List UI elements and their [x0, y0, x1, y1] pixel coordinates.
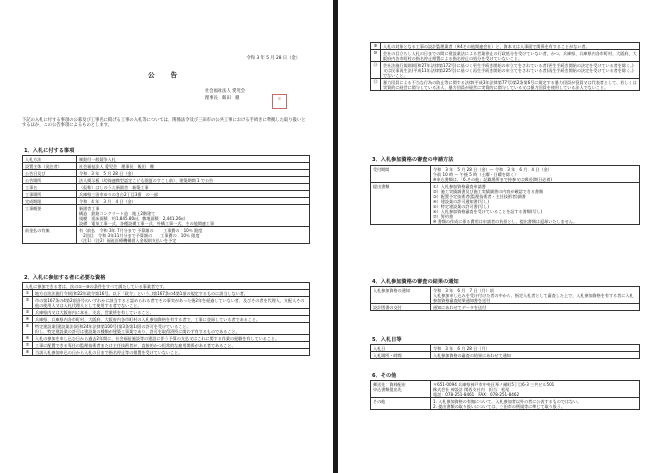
row-label: 工事概要 [23, 205, 77, 227]
row-value: ①）入札参加資格審査申請書 ②）施工実績調書及び施工実績調書の内容が確認できる書類 ③）配置予定技術者(監理技術者・主任技術者)調書 ④）建設業の許可通知書(写し) ⑤）特定建設業の許可書(写し) ⑥）入札参加資格審査を受けていることを証する書類(写し) ⑦）誓約書 ※ 書類の作成に係る費用は申請者の負担とし、提出書類は返却いたしません。 [431, 183, 640, 225]
item-text: 入札の参加を申し込む日から過去2年間に、社会福祉施設等の建設に伴う予算の支払又はこれに関する作業の経験を有していること。 [35, 335, 280, 341]
table-row [371, 352, 640, 359]
row-value: 令和 3 年 6 月 7 日（月）頃 入札参加申し込みを受け付けた者の中から、指定入札者として審査した上で、入札参加資格を有する者に入札参加資格審査結果通知書を送付 [431, 287, 640, 304]
item-text: 暴力団員による不当な行為の防止等に関する法律(平成3年法律第77号)第2条第6号に規定する暴力団員が役員又は代表者として、若しくは実質的に経営に関与している法人、暴力団員が経営に実質的に関与している又は暴力団員を使用している法人でないこと。 [383, 79, 637, 90]
row-value: （仮称）はしのうえ新園舎 新築工事 [77, 184, 310, 191]
row-value: 有（前払 令和 3年 7月分まで 予算額の 工事費の 10％ 限度 2回目 令和 3年11月分まで予算額の 工事費の 10％ 限度 （注1）（注2）福祉医療機構借入金規則支払いを予定 [77, 227, 310, 244]
organization-name: 社会福祉法人 愛児会 [205, 89, 246, 94]
item-number: ⑪ [371, 62, 381, 78]
item-number: ⑨ [371, 43, 381, 49]
list-item [23, 297, 309, 309]
section-3-heading: 3．入札参加資格の審査の申請方法 [372, 157, 454, 163]
list-item [23, 335, 309, 342]
section-5-table [370, 344, 640, 359]
row-value: 社会福祉法人 愛児会 理事長 飯田 徹 [77, 163, 310, 170]
item-text: 会社法施行規則(昭和27年法律第172号)に基づく更生手続き開始の申立てをされている者(更生手続き開始の決定を受けている者を除く。)又は民事再生法(平成11年法律第225号)に基づく再生手続き開始の申立てをされている者(再生手続き開始の決定を受けている者を除く。)でないこと。 [383, 62, 634, 78]
row-label: 公告日及び [23, 170, 77, 177]
row-label: 設置主体（発注者） [23, 163, 77, 170]
row-value: 法人掲示板（幼保連携型認定こども園夏のすこし前）、建築期間 1 で公告 [77, 177, 310, 184]
intro-paragraph: 下記の入札に付する事項の公募及び工事名に掲げる工事の入札等については、関係法令及び三田市の公共工事における手続きに準拠した取り扱いとするほか、この公告事項によるものとします。 [22, 118, 306, 129]
item-text: 特定建設業(建設業法(昭和24年法律第100号)第3条第1項)の許可を受けていること。 但し、特定建設業の許可は建設業の種類が建築工事業であり、許可を取得済所に関わず有するものであること。 [35, 323, 240, 334]
item-text: 兵庫県内又は大阪府内に本社、支店、営業所を有していること。 [35, 309, 154, 315]
section-5-heading: 5．入札日等 [372, 337, 402, 343]
notice-title: 公 告 [148, 71, 178, 79]
list-item [371, 50, 639, 62]
row-value: 入札参加資格の審査の結果にあわせて通知 [431, 352, 640, 359]
item-text: 工事に配置できる専任の監理技術者または主任技術者が、直接的かつ恒常的な雇用関係がある者であること。 [35, 342, 236, 348]
section-4-heading: 4．入札参加資格の審査の結果の通知 [372, 279, 459, 285]
item-text: 兵庫県、兵庫県内各市町村、大阪府、大阪府内各市町村の入札参加資格を有する者で、工事に登録している者であること。 [35, 316, 261, 322]
list-item [23, 316, 309, 323]
row-label: その他 [371, 398, 431, 410]
row-value: 令和 3 年 6 月 28 日（月） [431, 345, 640, 352]
table-row [23, 191, 310, 198]
section-3-table [370, 165, 640, 225]
row-label: 前金払の有無 [23, 227, 77, 244]
row-value: 通知にあわせてデータを送付 [431, 304, 640, 311]
qualification-continued-list [370, 42, 640, 91]
row-label: 工事場所 [23, 191, 77, 198]
table-row [23, 177, 310, 184]
item-number: ⑩ [371, 50, 381, 61]
representative-name: 理事長 飯田 徹 [205, 96, 240, 101]
section-4-table [370, 286, 640, 311]
item-number: ⑫ [371, 79, 381, 90]
section-6-heading: 6．その他 [372, 373, 397, 379]
item-text: 当該入札参加申込の日から入札の日まで指名停止等の措置を受けていないこと。 [35, 349, 183, 355]
item-number: ① [23, 290, 33, 296]
list-item [23, 349, 309, 355]
table-row [23, 163, 310, 170]
list-item [371, 62, 639, 79]
item-number: ⑤ [23, 323, 33, 334]
row-value: 令和 3 年 5 月 28 日（金） [77, 170, 310, 177]
row-label: 受付期間 [371, 166, 431, 183]
row-value: 制限付一般競争入札 [77, 156, 310, 163]
item-text: 市の第167条の4第2項各号のいずれかに該当すると認められる者でその事実があった後2年を経過していない者、及びその者を代理人、支配人その他の使用人又は入札代理人として使用する者でないこと。 [35, 297, 305, 308]
row-value: 1. 入札参加資格の有無について、入札参加者以外の者に公表するものではない。 2. 提出書類の取り扱いについては、三田市の例規等に準じて取り扱う。 [431, 398, 640, 410]
row-value: 令和 3 年 5 月 28 日（金）～ 令和 3 年 6 月 4 日（金） 午前 10 時 ～ 午後 5 時（土曜・日曜を除く） ※申込書類は、「6.その他」記載場所まで持参又は郵送(期日必着) [431, 166, 640, 183]
row-label: 入札方法 [23, 156, 77, 163]
section-1-table [22, 155, 310, 244]
row-label: 公告場所 [23, 177, 77, 184]
row-value: 〒651-0094 兵庫県神戸市中央区琴ノ緒町5丁目6-3 三共ビル501 株式会社 神設計 関西支社内 担当：松尾 電話：078-251-8461 FAX：078-251-8462 [431, 381, 640, 398]
table-row [371, 345, 640, 352]
table-row [23, 156, 310, 163]
notice-date: 令和 3 年 5 月 28 日（金） [246, 56, 300, 61]
list-item [23, 342, 309, 349]
row-label: 提出書類 [371, 183, 431, 225]
item-number: ⑥ [23, 335, 33, 341]
table-row [23, 205, 310, 227]
section-6-table [370, 380, 640, 410]
item-number: ③ [23, 309, 33, 315]
table-row [23, 227, 310, 244]
item-text: 会社の目立ちし入札の日までの間に建設業法による営業停止の行政処分を受けていない者、かつ、兵庫県、兵庫県内各市町村、大阪府、大阪府内各市町村の指名停止措置による指名停止の処分を受けていないこと。 [383, 50, 637, 61]
table-row [371, 304, 640, 311]
row-label: 郵送先：資料配布 申込書類提出先 [371, 381, 431, 398]
left-page [0, 0, 330, 473]
item-number: ⑦ [23, 342, 33, 348]
item-text: 入札の対象となる工事の設計監理業者（※4その他関連会社）と、資本又は人事面で関係を有することがない者。 [383, 43, 590, 49]
row-value: 新園舎工事 構造 鉄筋コンクリート造 地上2階建て 規模 延床面積 約1,845.80㎡，敷地面積 2,441.26㎡ 設備 電気工事一式、各種設備工事一式、外構工事一式、その他関連工事 [77, 205, 310, 227]
item-number: ④ [23, 316, 33, 322]
list-item [23, 309, 309, 316]
row-label: 完成期限 [23, 198, 77, 205]
list-item [23, 290, 309, 297]
row-label: 工事名 [23, 184, 77, 191]
table-row [371, 183, 640, 225]
row-label: 入札参加資格の通知 [371, 287, 431, 304]
row-label: 入札場所・時間 [371, 352, 431, 359]
section-2-intro-row: 入札に参加できる者は、次の①～⑩の条件をすべて満たしている事業者です。 [23, 283, 309, 290]
table-row [371, 287, 640, 304]
table-row [371, 166, 640, 183]
row-value: 兵庫県三田市ゆりのき台2丁目3番 の一部 [77, 191, 310, 198]
right-page [340, 0, 671, 473]
table-row [371, 381, 640, 398]
item-number: ② [23, 297, 33, 308]
row-label: 入札日 [371, 345, 431, 352]
row-value: 令和 4 年 3 月 4 日（金） [77, 198, 310, 205]
section-1-heading: 1．入札に付する事項 [24, 148, 75, 154]
list-item [371, 79, 639, 90]
table-row [371, 398, 640, 410]
row-label: 設計図書の交付 [371, 304, 431, 311]
item-text: 地方自治法施行令(昭和22年政令第16号。以下「政令」という。)第167条の4第1項の規定するものに該当しない者。 [35, 290, 248, 296]
table-row [23, 184, 310, 191]
section-2-heading: 2．入札に参加する者に必要な資格 [24, 275, 106, 281]
table-row [23, 198, 310, 205]
list-item [371, 43, 639, 50]
section-2-list [22, 282, 310, 356]
official-seal-icon: 印 [272, 94, 287, 109]
item-number: ⑧ [23, 349, 33, 355]
table-row [23, 170, 310, 177]
page-divider [333, 0, 338, 473]
list-item [23, 323, 309, 335]
